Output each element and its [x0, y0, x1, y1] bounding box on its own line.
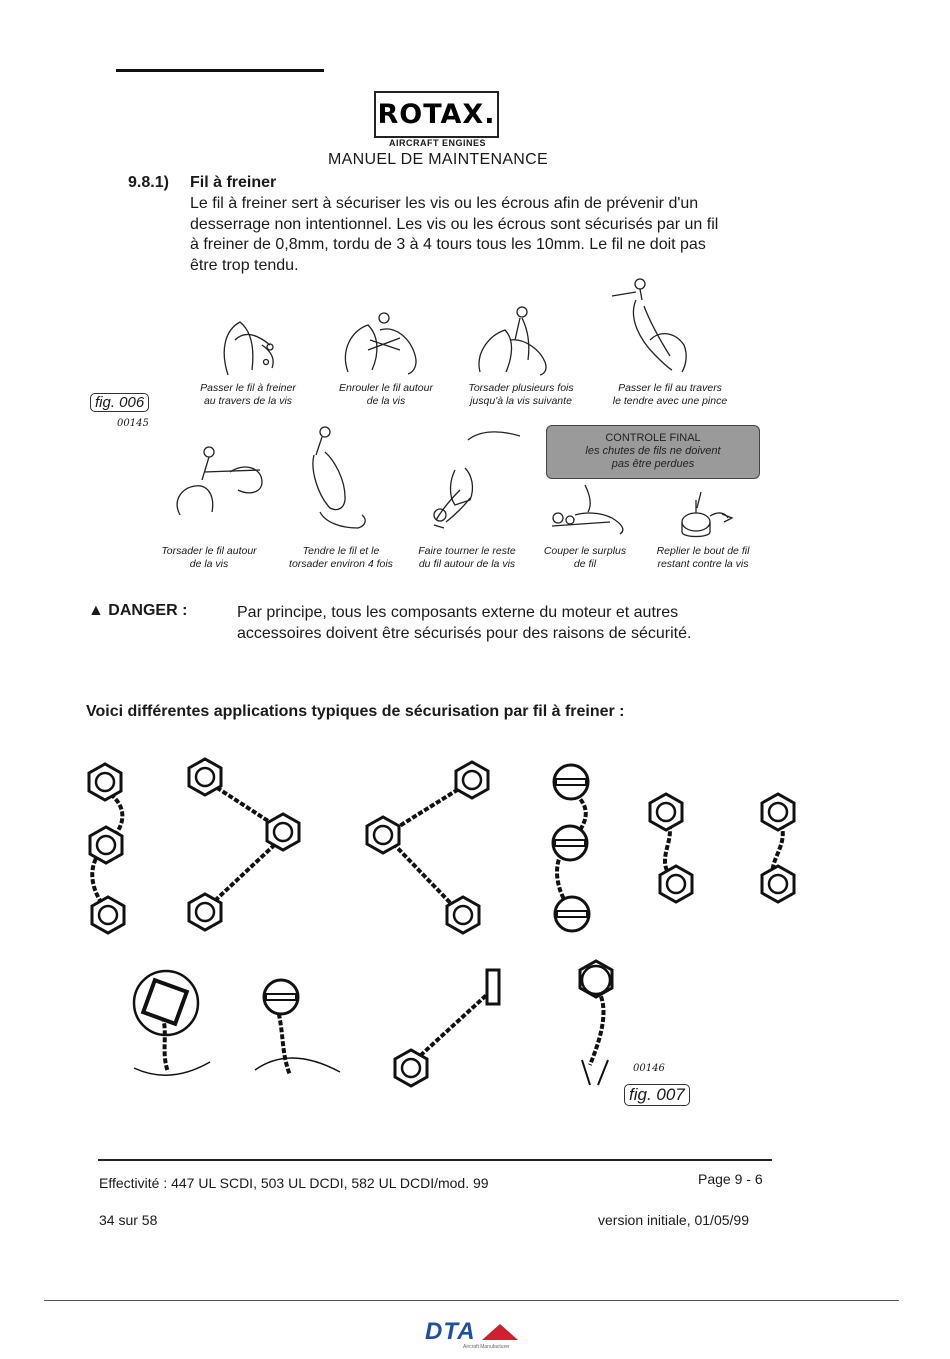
- intro-line: desserrage non intentionnel. Les vis ou les écrous sont sécurisés par un fil: [190, 215, 719, 233]
- caption-line: de la vis: [366, 395, 406, 407]
- caption-line: du fil autour de la vis: [418, 558, 516, 570]
- figure-007-label: fig. 007: [624, 1084, 690, 1106]
- applications-heading: Voici différentes applications typiques de sécurisation par fil à freiner :: [86, 703, 625, 720]
- figure-006-number: 00145: [117, 418, 149, 429]
- logo-subtitle: AIRCRAFT ENGINES: [388, 138, 486, 148]
- caption-line: Passer le fil à freiner: [200, 382, 296, 394]
- figure-006-label: fig. 006: [90, 393, 149, 412]
- caption-line: Replier le bout de fil: [656, 545, 750, 557]
- caption-line: jusqu'à la vis suivante: [470, 395, 572, 407]
- manual-title: MANUEL DE MAINTENANCE: [328, 151, 548, 168]
- danger-line: accessoires doivent être sécurisés pour des raisons de sécurité.: [237, 625, 692, 642]
- caption-line: torsader environ 4 fois: [289, 558, 393, 570]
- danger-line: Par principe, tous les composants externe du moteur et autres: [237, 604, 679, 621]
- dta-logo-swoosh-icon: [480, 1320, 520, 1344]
- caption-line: de la vis: [189, 558, 229, 570]
- caption-line: au travers de la vis: [203, 395, 293, 407]
- page-number: Page 9 - 6: [698, 1171, 763, 1187]
- intro-line: être trop tendu.: [190, 256, 299, 274]
- danger-label: ▲ DANGER :: [88, 602, 188, 619]
- effectivity: Effectivité : 447 UL SCDI, 503 UL DCDI, 582 UL DCDI/mod. 99: [99, 1175, 489, 1191]
- caption-line: de fil: [573, 558, 597, 570]
- footer-rule: [98, 1159, 772, 1161]
- section-number: 9.8.1): [128, 174, 169, 191]
- final-check-title: CONTROLE FINAL: [605, 432, 701, 444]
- dta-logo: DTA: [425, 1318, 476, 1345]
- version: version initiale, 01/05/99: [598, 1212, 749, 1228]
- caption-line: Couper le surplus: [543, 545, 627, 557]
- caption-line: Torsader le fil autour: [161, 545, 257, 557]
- page-bottom-rule: [44, 1300, 899, 1301]
- final-check-line: pas être perdues: [611, 458, 695, 470]
- sheet-count: 34 sur 58: [99, 1212, 158, 1228]
- caption-line: Torsader plusieurs fois: [468, 382, 574, 394]
- caption-line: Enrouler le fil autour: [339, 382, 433, 394]
- section-title: Fil à freiner: [190, 174, 277, 191]
- final-check-line: les chutes de fils ne doivent: [585, 445, 721, 457]
- logo-brand: ROTAX.: [377, 99, 496, 130]
- caption-line: Faire tourner le reste: [418, 545, 516, 557]
- intro-line: à freiner de 0,8mm, tordu de 3 à 4 tours tous les 10mm. Le fil ne doit pas: [190, 236, 706, 253]
- caption-line: le tendre avec une pince: [612, 395, 728, 407]
- figure-007-number: 00146: [633, 1063, 665, 1074]
- caption-line: Tendre le fil et le: [302, 545, 380, 557]
- caption-line: Passer le fil au travers: [618, 382, 722, 394]
- dta-subtitle: Aircraft Manufacturer: [463, 1344, 510, 1350]
- intro-line: Le fil à freiner sert à sécuriser les vis ou les écrous afin de prévenir d'un: [190, 195, 699, 212]
- caption-line: restant contre la vis: [657, 558, 749, 570]
